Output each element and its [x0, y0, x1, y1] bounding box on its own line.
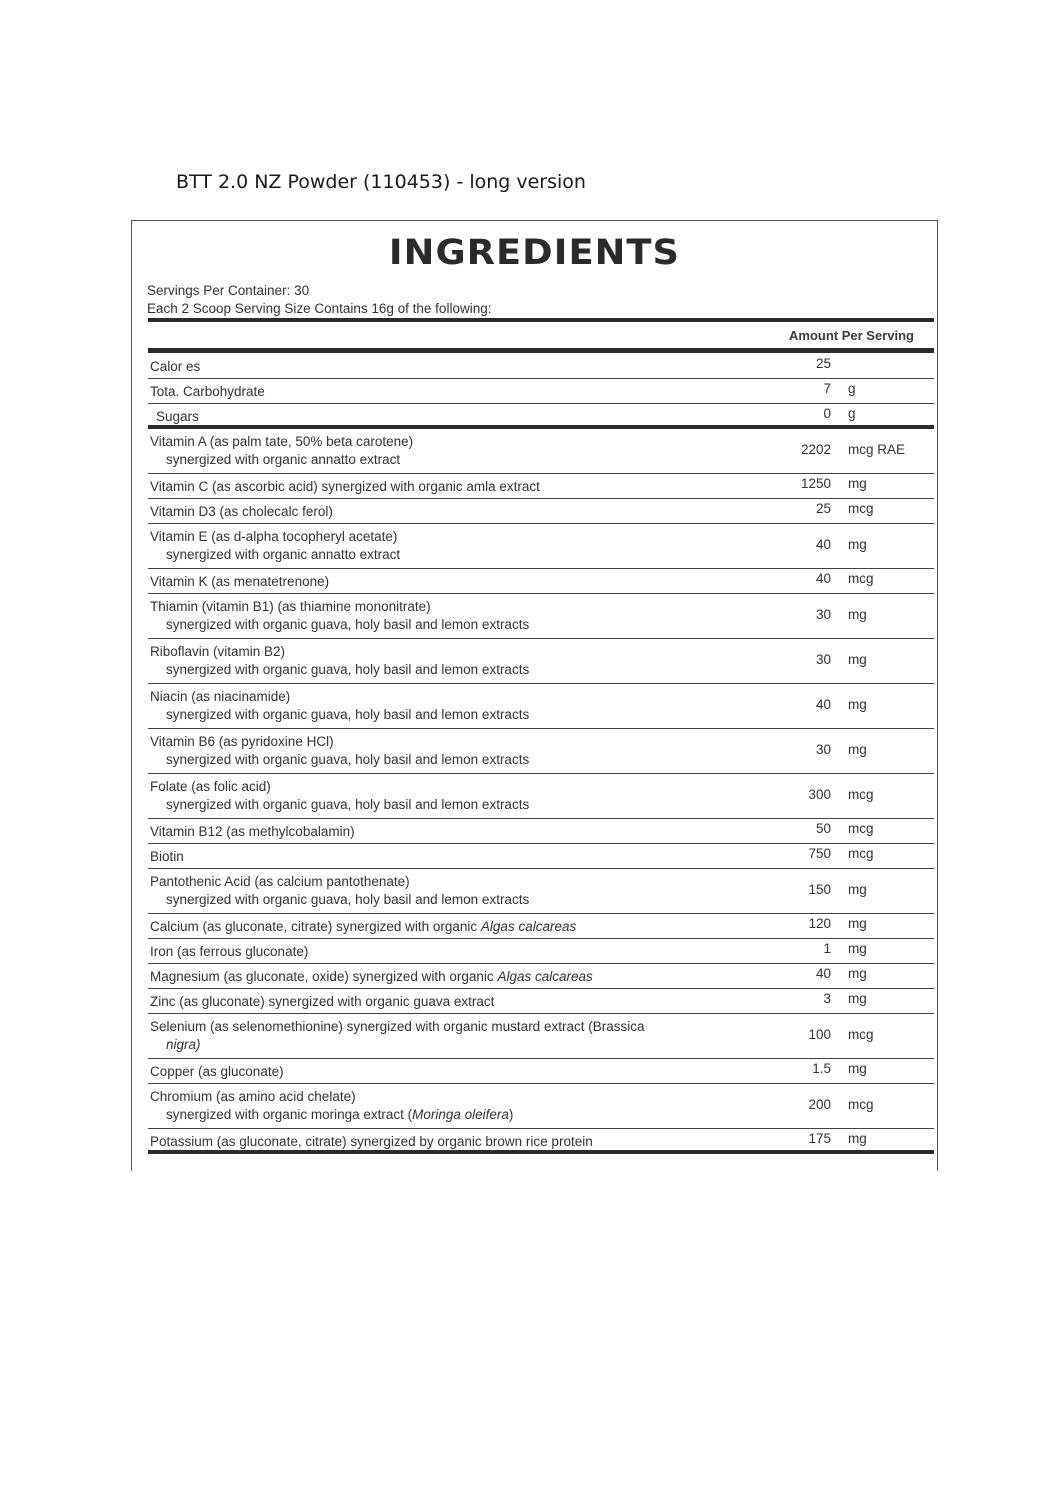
nutrient-name: [150, 598, 770, 634]
nutrient-unit: mg: [848, 476, 867, 491]
nutrient-amount: 25: [815, 501, 831, 516]
nutrient-row: [148, 499, 934, 524]
nutrient-amount: 1: [823, 941, 831, 956]
nutrient-unit: mg: [848, 537, 867, 552]
nutrient-name: [150, 1063, 770, 1081]
nutrient-row: [148, 1014, 934, 1059]
header-divider: [148, 348, 934, 353]
nutrient-unit: mg: [848, 966, 867, 981]
nutrient-name: [150, 993, 770, 1011]
nutrient-row: [148, 684, 934, 729]
nutrient-row: [148, 914, 934, 939]
ingredients-panel: [131, 220, 938, 1171]
nutrient-name-line2-text: synergized with organic guava, holy basil and lemon extracts: [166, 892, 530, 907]
nutrient-name-line1: Thiamin (vitamin B1) (as thiamine mononitrate): [150, 599, 431, 614]
nutrient-row: [148, 1059, 934, 1084]
nutrient-name: [150, 688, 770, 724]
servings-per-container: Servings Per Container: 30: [147, 283, 310, 298]
nutrient-name-line1: Iron (as ferrous gluconate): [150, 944, 309, 959]
nutrient-unit: mcg: [848, 1097, 874, 1112]
nutrient-unit: mg: [848, 1061, 867, 1076]
nutrient-amount: 120: [808, 916, 831, 931]
document-title: BTT 2.0 NZ Powder (110453) - long version: [176, 171, 586, 193]
nutrient-unit: mg: [848, 916, 867, 931]
nutrient-name-line1: Vitamin B6 (as pyridoxine HCl): [150, 734, 334, 749]
nutrient-unit: mg: [848, 742, 867, 757]
nutrient-name: [150, 848, 770, 866]
nutrient-amount: 100: [808, 1027, 831, 1042]
nutrient-name-line2: [150, 751, 770, 769]
nutrient-name-line1: Vitamin K (as menatetrenone): [150, 574, 330, 589]
nutrient-name-line2-text: synergized with organic annatto extract: [166, 452, 401, 467]
nutrient-row: [148, 379, 934, 404]
nutrient-row: [148, 869, 934, 914]
nutrient-amount: 0: [823, 406, 831, 421]
nutrient-name-line2: [150, 706, 770, 724]
nutrient-amount: 30: [815, 652, 831, 667]
nutrient-name-line1: Calor es: [150, 359, 201, 374]
nutrient-unit: mcg: [848, 1027, 874, 1042]
nutrient-name-line1: Sugars: [156, 409, 199, 424]
nutrient-unit: mg: [848, 607, 867, 622]
nutrient-unit: mcg: [848, 501, 874, 516]
nutrient-name: [150, 408, 776, 426]
nutrient-name: [150, 1088, 770, 1124]
nutrient-name: [150, 968, 770, 986]
nutrient-name-line1: Chromium (as amino acid chelate): [150, 1089, 356, 1104]
nutrient-row: [148, 1084, 934, 1129]
nutrient-row: [148, 639, 934, 684]
nutrient-name-line2-text: synergized with organic moringa extract (: [166, 1107, 413, 1122]
nutrient-name-line1: Vitamin A (as palm tate, 50% beta carotene): [150, 434, 414, 449]
nutrient-name-line1: Potassium (as gluconate, citrate) synergized by organic brown rice protein: [150, 1134, 593, 1149]
nutrient-amount: 3: [823, 991, 831, 1006]
nutrient-unit: mcg RAE: [848, 442, 906, 457]
nutrient-amount: 40: [815, 966, 831, 981]
nutrient-name-line2-italic: nigra): [166, 1037, 201, 1052]
nutrient-name: [150, 528, 770, 564]
nutrient-name-line1: Vitamin E (as d-alpha tocopheryl acetate): [150, 529, 398, 544]
nutrient-amount: 25: [815, 356, 831, 371]
nutrient-name-line1: Folate (as folic acid): [150, 779, 271, 794]
nutrient-name: [150, 503, 770, 521]
nutrient-row: [148, 1129, 934, 1154]
nutrient-name-italic: Algas calcareas: [497, 969, 593, 984]
nutrient-name-line1: Zinc (as gluconate) synergized with organic guava extract: [150, 994, 495, 1009]
nutrient-amount: 40: [815, 571, 831, 586]
nutrient-name: [150, 778, 770, 814]
nutrient-name-line2-text: synergized with organic guava, holy basil and lemon extracts: [166, 707, 530, 722]
panel-heading: INGREDIENTS: [388, 233, 681, 273]
nutrient-unit: mg: [848, 697, 867, 712]
nutrient-name-line2-italic: Moringa oleifera: [412, 1107, 509, 1122]
nutrient-row: [148, 569, 934, 594]
nutrient-row: [148, 844, 934, 869]
nutrient-amount: 1250: [800, 476, 831, 491]
nutrient-name-line2-text: synergized with organic guava, holy basil and lemon extracts: [166, 662, 530, 677]
nutrient-name-line1: Tota. Carbohydrate: [150, 384, 265, 399]
nutrient-unit: mcg: [848, 787, 874, 802]
nutrient-name: [150, 823, 770, 841]
nutrient-row: [148, 404, 934, 429]
nutrient-row: [148, 729, 934, 774]
nutrient-unit: mg: [848, 882, 867, 897]
nutrient-amount: 40: [815, 697, 831, 712]
nutrient-amount: 30: [815, 607, 831, 622]
nutrient-amount: 750: [808, 846, 831, 861]
nutrient-amount: 300: [808, 787, 831, 802]
nutrient-name: [150, 873, 770, 909]
nutrient-name-line1: Vitamin D3 (as cholecalc ferol): [150, 504, 333, 519]
nutrient-unit: mg: [848, 652, 867, 667]
nutrient-unit: mg: [848, 1131, 867, 1146]
nutrient-name: [150, 573, 770, 591]
nutrient-name-line2-text: synergized with organic guava, holy basil and lemon extracts: [166, 752, 530, 767]
nutrient-name: [150, 733, 770, 769]
top-divider: [148, 318, 934, 322]
nutrient-name-line2: [150, 451, 770, 469]
nutrient-name-line1: Magnesium (as gluconate, oxide) synergized with organic: [150, 969, 494, 984]
nutrient-unit: mg: [848, 941, 867, 956]
nutrient-row: [148, 939, 934, 964]
nutrient-name-line1: Selenium (as selenomethionine) synergized with organic mustard extract (Brassica: [150, 1019, 645, 1034]
nutrient-row: [148, 429, 934, 474]
nutrient-unit: mcg: [848, 821, 874, 836]
nutrient-row: [148, 474, 934, 499]
nutrient-name-line2: [150, 796, 770, 814]
nutrient-row: [148, 819, 934, 844]
nutrient-unit: mcg: [848, 846, 874, 861]
nutrient-row: [148, 964, 934, 989]
nutrient-amount: 150: [808, 882, 831, 897]
nutrient-name-line1: Vitamin C (as ascorbic acid) synergized with organic amla extract: [150, 479, 540, 494]
nutrient-name: [150, 1133, 770, 1151]
nutrient-name-line2: [150, 1106, 770, 1124]
nutrient-amount: 175: [808, 1131, 831, 1146]
nutrient-amount: 30: [815, 742, 831, 757]
serving-size: Each 2 Scoop Serving Size Contains 16g of the following:: [147, 301, 492, 316]
nutrient-amount: 7: [823, 381, 831, 396]
nutrient-amount: 2202: [800, 442, 831, 457]
nutrient-name-line1: Pantothenic Acid (as calcium pantothenate): [150, 874, 410, 889]
nutrient-amount: 40: [815, 537, 831, 552]
nutrient-unit: mcg: [848, 571, 874, 586]
nutrient-name-line2-text: synergized with organic guava, holy basil and lemon extracts: [166, 797, 530, 812]
nutrient-name-line2-close: ): [508, 1107, 514, 1122]
nutrient-table: [148, 354, 934, 1154]
nutrient-row: [148, 594, 934, 639]
nutrient-name-line1: Calcium (as gluconate, citrate) synergized with organic: [150, 919, 478, 934]
nutrient-unit: g: [848, 381, 856, 396]
nutrient-name-italic: Algas calcareas: [480, 919, 577, 934]
nutrient-name-line2: [150, 546, 770, 564]
amount-per-serving-header: Amount Per Serving: [789, 328, 914, 343]
nutrient-name: [150, 358, 770, 376]
nutrient-name-line1: Copper (as gluconate): [150, 1064, 284, 1079]
nutrient-name: [150, 643, 770, 679]
nutrient-name-line1: Vitamin B12 (as methylcobalamin): [150, 824, 355, 839]
nutrient-name: [150, 478, 770, 496]
nutrient-name: [150, 1018, 770, 1054]
nutrient-amount: 50: [815, 821, 831, 836]
nutrient-name: [150, 383, 770, 401]
nutrient-name-line2: [150, 616, 770, 634]
nutrient-name-line2: [150, 891, 770, 909]
nutrient-name-line1: Biotin: [150, 849, 184, 864]
nutrient-name-line2: [150, 1036, 770, 1054]
nutrient-name-line1: Niacin (as niacinamide): [150, 689, 291, 704]
nutrient-name-line2-text: synergized with organic annatto extract: [166, 547, 401, 562]
nutrient-name: [150, 943, 770, 961]
nutrient-row: [148, 774, 934, 819]
nutrient-row: [148, 524, 934, 569]
nutrient-unit: mg: [848, 991, 867, 1006]
nutrient-row: [148, 989, 934, 1014]
nutrient-unit: g: [848, 406, 856, 421]
nutrient-name-line2: [150, 661, 770, 679]
nutrient-name: [150, 918, 770, 936]
nutrient-amount: 200: [808, 1097, 831, 1112]
nutrient-name-line1: Riboflavin (vitamin B2): [150, 644, 286, 659]
nutrient-row: [148, 354, 934, 379]
nutrient-name-line2-text: synergized with organic guava, holy basil and lemon extracts: [166, 617, 530, 632]
nutrient-name: [150, 433, 770, 469]
nutrient-amount: 1.5: [812, 1061, 831, 1076]
